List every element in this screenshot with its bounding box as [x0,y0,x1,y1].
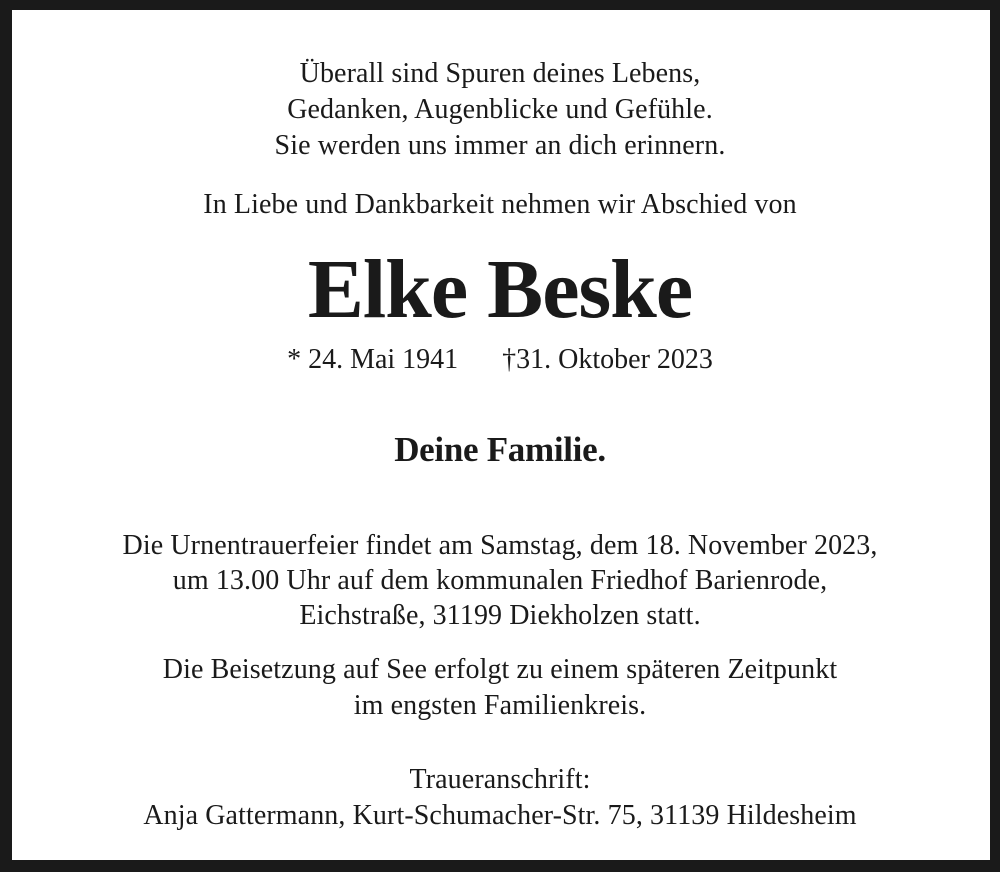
ceremony-line-2: um 13.00 Uhr auf dem kommunalen Friedhof Barienrode, [172,565,828,596]
ceremony-line-3: Eichstraße, 31199 Diekholzen statt. [299,600,701,631]
life-dates [0,342,1000,378]
burial-line-2: im engsten Familienkreis. [353,690,647,721]
address-value: Anja Gattermann, Kurt-Schumacher-Str. 75, 31139 Hildesheim [143,800,857,831]
address-label: Traueranschrift: [409,764,591,795]
death-date: †31. Oktober 2023 [502,344,713,375]
poem-line-3: Sie werden uns immer an dich erinnern. [274,130,726,161]
intro-text: In Liebe und Dankbarkeit nehmen wir Abschied von [203,189,797,220]
deceased-name: Elke Beske [307,243,693,336]
poem-line-1: Überall sind Spuren deines Lebens, [299,58,701,89]
poem-line-2: Gedanken, Augenblicke und Gefühle. [287,94,713,125]
burial-line-1: Die Beisetzung auf See erfolgt zu einem späteren Zeitpunkt [162,654,838,685]
birth-date: * 24. Mai 1941 [287,344,459,375]
ceremony-line-1: Die Urnentrauerfeier findet am Samstag, dem 18. November 2023, [122,530,878,561]
family-signature: Deine Familie. [394,430,606,469]
